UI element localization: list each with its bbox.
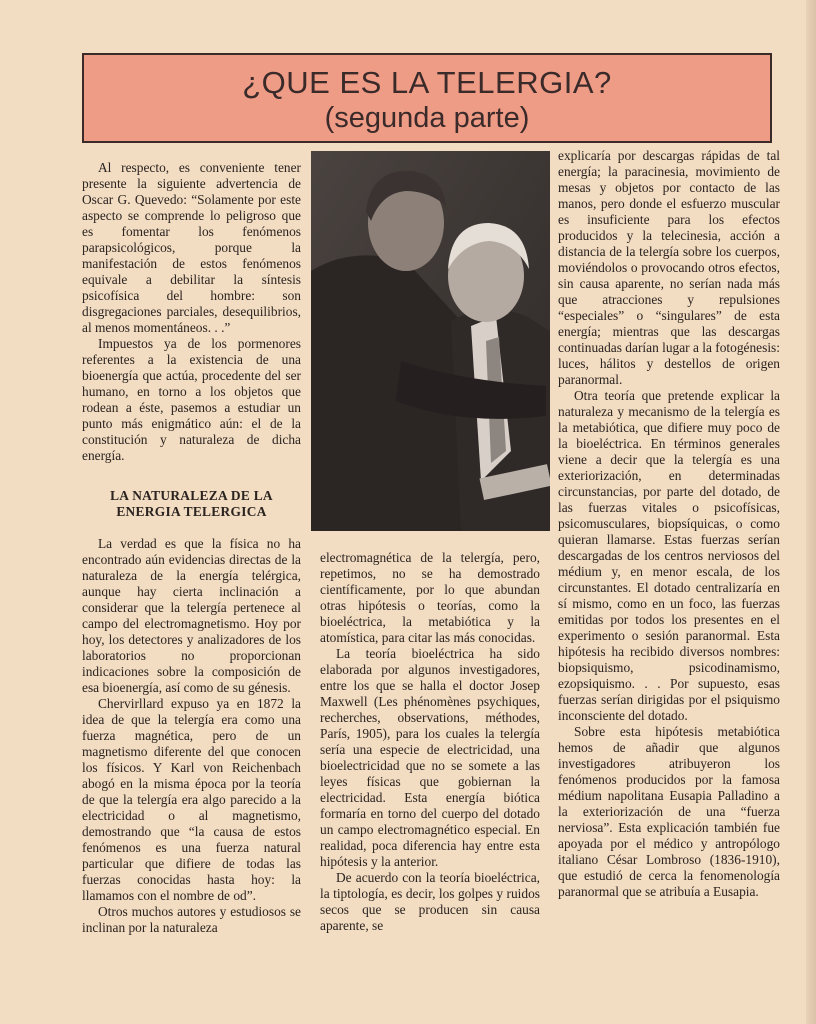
paragraph: De acuerdo con la teoría bioeléctrica, la tiptología, es decir, los golpes y ruidos secos que se producen sin causa aparente, se	[320, 870, 540, 933]
paragraph: Al respecto, es conveniente tener presente la siguiente advertencia de Oscar G. Quevedo: “Solamente por este aspecto se comprende lo peligroso que es fomentar los fenómenos parapsicológicos, porque la manifestación de estos fenómenos equivale a debilitar la síntesis psicofísica del hombre: son disgregaciones parciales, desequilibrios, al menos momentáneos. . .”	[82, 160, 301, 335]
paragraph: La teoría bioeléctrica ha sido elaborada por algunos investigadores, entre los que se halla el doctor Josep Maxwell (Les phénomènes psychiques, recherches, observations, méthodes, París, 1905), para los cuales la telergía sería una especie de electricidad, una bioelectricidad que no se somete a las leyes físicas que gobiernan la electricidad. Esta energía biótica formaría en torno del cuerpo del dotado un campo electromagnético especial. En realidad, poca diferencia hay entre esta hipótesis y la anterior.	[320, 646, 540, 869]
column-3	[558, 148, 780, 900]
photo-two-men	[311, 151, 550, 531]
paragraph: La verdad es que la física no ha encontrado aún evidencias directas de la naturaleza de la energía telérgica, aunque hay cierta inclinación a considerar que la telergía pertenece al campo del electromagnetismo. Hoy por hoy, los detectores y analizadores de los laboratorios no proporcionan indicaciones sobre la composición de esa bioenergía, así como de su génesis.	[82, 536, 301, 695]
paragraph: explicaría por descargas rápidas de tal energía; la paracinesia, movimiento de mesas y objetos por contacto de las manos, pero donde el esfuerzo muscular es insuficiente para los efectos producidos y la telecinesia, acción a distancia de la telergía sobre los cuerpos, moviéndolos o provocando otros efectos, sin causa aparente, no serían nada más que atracciones y repulsiones “especiales” o “singulares” de esta energía; mientras que las descargas continuadas darían lugar a la fotogénesis: luces, hálitos y destellos de origen paranormal.	[558, 148, 780, 387]
section-heading: LA NATURALEZA DE LA ENERGIA TELERGICA	[110, 488, 273, 519]
photo-illustration	[311, 151, 550, 531]
article-title-box	[82, 53, 772, 143]
paragraph: Sobre esta hipótesis metabiótica hemos de añadir que algunos investigadores atribuyeron los fenómenos producidos por la famosa médium napolitana Eusapia Palladino a la exteriorización de una “fuerza nerviosa”. Esta explicación también fue apoyada por el médico y antropólogo italiano César Lombroso (1836-1910), que estudió de cerca la fenomenología paranormal que se atribuía a Eusapia.	[558, 724, 780, 899]
article-subtitle: (segunda parte)	[324, 102, 530, 134]
column-1-section	[82, 536, 301, 936]
article-title: ¿QUE ES LA TELERGIA?	[242, 65, 612, 100]
paragraph: Impuestos ya de los pormenores referentes a la existencia de una bioenergía que actúa, procedente del ser humano, en torno a los objetos que rodean a éste, pasemos a estudiar un punto más enigmático aún: el de la constitución y naturaleza de dicha energía.	[82, 336, 301, 463]
column-2	[320, 550, 540, 934]
paragraph: Otra teoría que pretende explicar la naturaleza y mecanismo de la telergía es la metabiótica, que difiere muy poco de la bioeléctrica. En términos generales viene a decir que la telergía es una exteriorización, en determinadas circunstancias, por parte del dotado, de las fuerzas vitales o psicofísicas, psicomusculares, biopsíquicas, o como quieran llamarse. Estas fuerzas serían descargadas de los centros nerviosos del médium y, en menor escala, de los circunstantes. El dotado centralizaría en sí mismo, como en un foco, las fuerzas emitidas por todos los presentes en el experimento o sesión paranormal. Esta hipótesis ha recibido diversos nombres: biopsiquismo, psicodinamismo, ezopsiquismo. . . Por supuesto, esas fuerzas serían dirigidas por el psiquismo inconsciente del dotado.	[558, 388, 780, 723]
paragraph: Otros muchos autores y estudiosos se inclinan por la naturaleza	[82, 904, 301, 935]
column-1-intro	[82, 160, 301, 464]
paragraph: electromagnética de la telergía, pero, repetimos, no se ha demostrado científicamente, por lo que abundan otras hipótesis o teorías, como la bioeléctrica, la metabiótica y la atomística, para citar las más conocidas.	[320, 550, 540, 645]
paragraph: Chervirllard expuso ya en 1872 la idea de que la telergía era como una fuerza magnética, pero de un magnetismo diferente del que conocen los físicos. Y Karl von Reichenbach abogó en la misma época por la teoría de que la telergía era algo parecido a la electricidad o al magnetismo, demostrando que “la causa de estos fenómenos es una fuerza natural particular que difiere de todas las fuerzas conocidas hasta hoy: la llamamos con el nombre de od”.	[82, 696, 301, 903]
page-edge	[806, 0, 816, 1024]
